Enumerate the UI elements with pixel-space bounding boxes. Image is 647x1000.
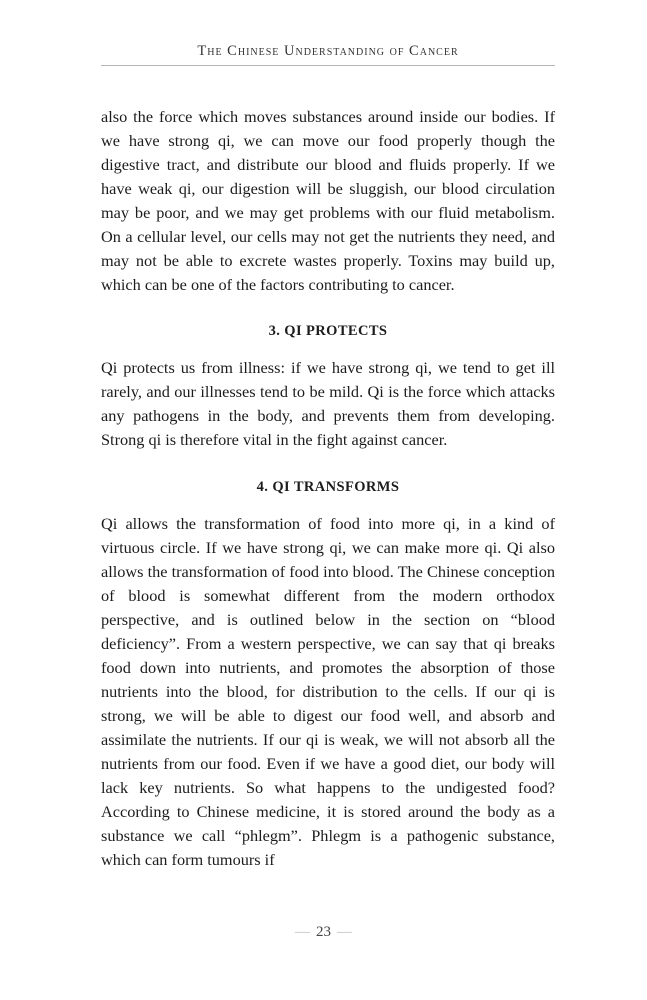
body-text	[101, 105, 555, 872]
header-rule	[101, 65, 555, 66]
paragraph-qi-protects: Qi protects us from illness: if we have strong qi, we tend to get ill rarely, and our illnesses tend to be mild. Qi is the force which attacks any pathogens in the body, and prevents them from developing. Strong qi is therefore vital in the fight against cancer.	[101, 358, 555, 449]
page-number: 23	[316, 924, 331, 940]
section-heading-qi-protects: 3. QI PROTECTS	[268, 323, 388, 339]
paragraph-qi-transforms: Qi allows the transformation of food into more qi, in a kind of virtuous circle. If we have strong qi, we can make more qi. Qi also allows the transformation of food into blood. The Chinese conception of blood is somewhat different from the modern orthodox perspective, and is outlined below in the section on “blood deficiency”. From a western perspective, we can say that qi breaks food down into nutrients, and promotes the absorption of those nutrients into the blood, for distribution to the cells. If our qi is strong, we will be able to digest our food well, and absorb and assimilate the nutrients. If our qi is weak, we will not absorb all the nutrients from our food. Even if we have a good diet, our body will lack key nutrients. So what happens to the undigested food? According to Chinese medicine, it is stored around the body as a substance we call “phlegm”. Phlegm is a pathogenic substance, which can form tumours if	[101, 514, 555, 869]
page-number-footer	[0, 924, 647, 941]
page-number-dash-left: —	[295, 924, 310, 940]
paragraph-qi-moves: also the force which moves substances around inside our bodies. If we have strong qi, we can move our food properly though the digestive tract, and distribute our blood and fluids properly. If we have weak qi, our digestion will be sluggish, our blood circulation may be poor, and we may get problems with our fluid metabolism. On a cellular level, our cells may not get the nutrients they need, and may not be able to excrete wastes properly. Toxins may build up, which can be one of the factors contributing to cancer.	[101, 107, 555, 294]
running-head: The Chinese Understanding of Cancer	[197, 43, 459, 59]
section-heading-qi-transforms: 4. QI TRANSFORMS	[256, 479, 400, 495]
page-number-dash-right: —	[337, 924, 352, 940]
